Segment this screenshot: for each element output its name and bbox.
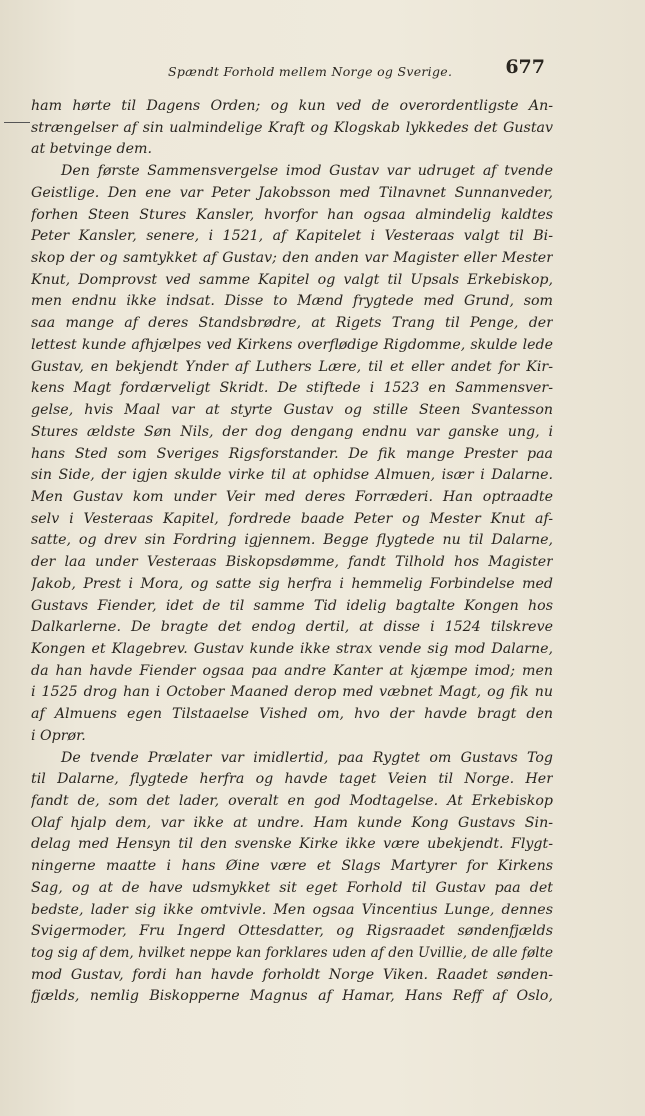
text-line: Geistlige. Den ene var Peter Jakobsson med Tilnavnet Sunnanveder, xyxy=(31,184,553,201)
text-line: fjælds, nemlig Biskopperne Magnus af Hamar, Hans Reff af Oslo, xyxy=(31,988,553,1005)
text-line: ham hørte til Dagens Orden; og kun ved de overordentligste An- xyxy=(31,98,553,114)
paragraph-start: Den første Sammensvergelse imod Gustav var udruget af tvende xyxy=(61,163,553,180)
text-line: forhen Steen Stures Kansler, hvorfor han ogsaa almindelig kaldtes xyxy=(31,206,553,223)
text-line: tog sig af dem, hvilket neppe kan forklares uden af den Uvillie, de alle følte xyxy=(31,945,553,962)
text-line: men endnu ikke indsat. Disse to Mænd frygtede med Grund, som xyxy=(31,293,553,310)
text-line: Svigermoder, Fru Ingerd Ottesdatter, og Rigsraadet søndenfjælds xyxy=(31,923,553,940)
text-line: Stures ældste Søn Nils, der dog dengang endnu var ganske ung, i xyxy=(31,423,553,440)
text-line: af Almuens egen Tilstaaelse Vished om, hvo der havde bragt den xyxy=(31,706,553,723)
text-line: lettest kunde afhjælpes ved Kirkens overflødige Rigdomme, skulde lede xyxy=(31,336,553,353)
text-line: gelse, hvis Maal var at styrte Gustav og stille Steen Svantesson xyxy=(31,402,553,419)
text-line: Sag, og at de have udsmykket sit eget Forhold til Gustav paa det xyxy=(31,879,553,896)
text-line: der laa under Vesteraas Biskopsdømme, fandt Tilhold hos Magister xyxy=(31,554,553,571)
paragraph-start: De tvende Prælater var imidlertid, paa Rygtet om Gustavs Tog xyxy=(61,749,553,766)
text-line: Jakob, Prest i Mora, og satte sig herfra i hemmelig Forbindelse med xyxy=(31,575,553,592)
text-line: mod Gustav, fordi han havde forholdt Norge Viken. Raadet sønden- xyxy=(31,966,553,983)
text-line: hans Sted som Sveriges Rigsforstander. De fik mange Prester paa xyxy=(31,445,553,462)
text-line: til Dalarne, flygtede herfra og havde taget Veien til Norge. Her xyxy=(31,771,553,788)
text-line: selv i Vesteraas Kapitel, fordrede baade Peter og Mester Knut af- xyxy=(31,510,553,527)
body-text xyxy=(31,96,553,1008)
margin-mark xyxy=(4,122,30,123)
text-line: Peter Kansler, senere, i 1521, af Kapitelet i Vesteraas valgt til Bi- xyxy=(31,228,553,245)
text-line: fandt de, som det lader, overalt en god Modtagelse. At Erkebiskop xyxy=(31,793,553,809)
text-line: saa mange af deres Standsbrødre, at Rigets Trang til Penge, der xyxy=(31,315,553,332)
text-line: i Oprør. xyxy=(31,727,86,744)
header-title: Spændt Forhold mellem Norge og Sverige. xyxy=(168,64,453,79)
text-line: i 1525 drog han i October Maaned derop med væbnet Magt, og fik nu xyxy=(31,684,553,701)
text-line: at betvinge dem. xyxy=(31,141,152,158)
text-line: strængelser af sin ualmindelige Kraft og Klogskab lykkedes det Gustav xyxy=(31,119,553,136)
page-number: 677 xyxy=(505,56,545,78)
text-line: Olaf hjalp dem, var ikke at undre. Ham kunde Kong Gustavs Sin- xyxy=(31,814,553,831)
text-line: Kongen et Klagebrev. Gustav kunde ikke strax vende sig mod Dalarne, xyxy=(31,640,553,657)
text-line: Dalkarlerne. De bragte det endog dertil, at disse i 1524 tilskreve xyxy=(31,619,553,636)
text-line: da han havde Fiender ogsaa paa andre Kanter at kjæmpe imod; men xyxy=(31,662,553,679)
text-line: kens Magt fordærveligt Skridt. De stiftede i 1523 en Sammensver- xyxy=(31,380,553,397)
text-line: Gustav, en bekjendt Ynder af Luthers Lære, til et eller andet for Kir- xyxy=(31,358,553,375)
text-line: skop der og samtykket af Gustav; den anden var Magister eller Mester xyxy=(31,250,553,267)
text-line: Knut, Domprovst ved samme Kapitel og valgt til Upsals Erkebiskop, xyxy=(31,271,553,288)
text-line: delag med Hensyn til den svenske Kirke ikke være ubekjendt. Flygt- xyxy=(31,836,553,853)
text-line: bedste, lader sig ikke omtvivle. Men ogsaa Vincentius Lunge, dennes xyxy=(31,901,553,918)
text-line: satte, og drev sin Fordring igjennem. Begge flygtede nu til Dalarne, xyxy=(31,532,553,549)
text-line: sin Side, der igjen skulde virke til at ophidse Almuen, især i Dalarne. xyxy=(31,467,553,484)
running-head xyxy=(0,56,645,84)
text-line: Men Gustav kom under Veir med deres Forræderi. Han optraadte xyxy=(31,488,553,505)
text-line: Gustavs Fiender, idet de til samme Tid idelig bagtalte Kongen hos xyxy=(31,597,553,614)
text-line: ningerne maatte i hans Øine være et Slags Martyrer for Kirkens xyxy=(31,858,553,875)
